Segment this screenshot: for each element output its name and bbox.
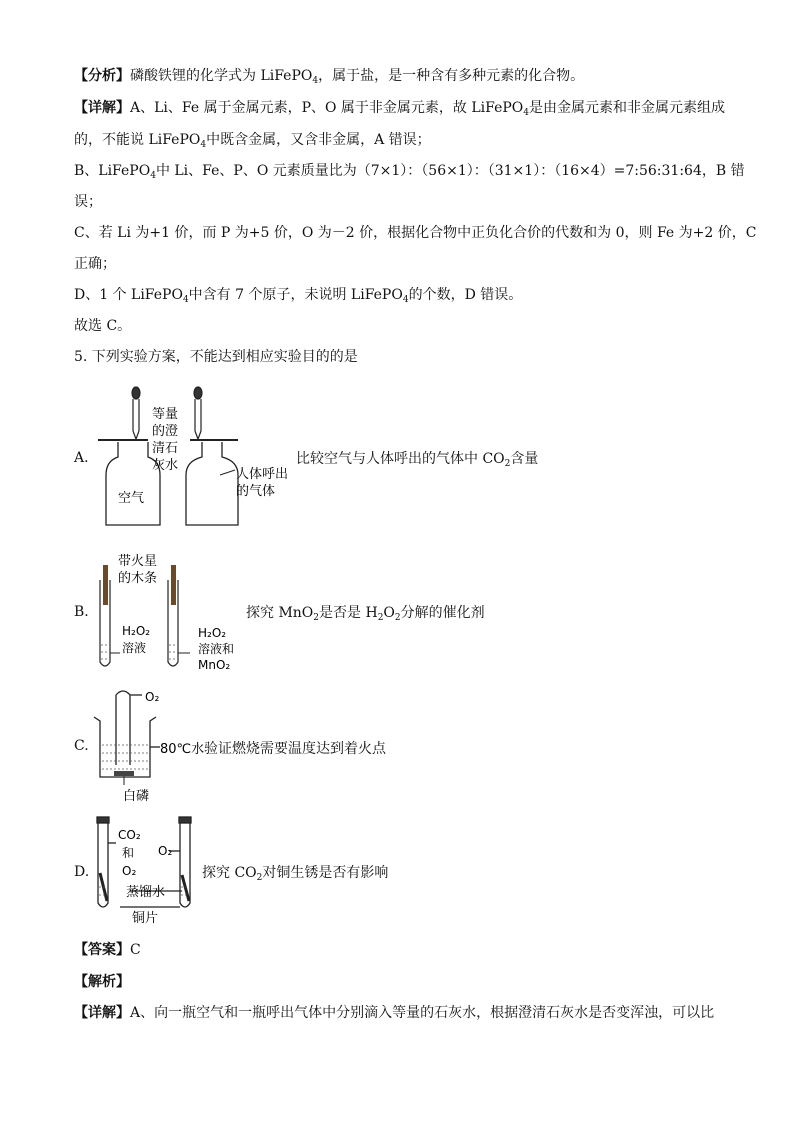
detail-line-3 (74, 161, 745, 186)
option-a-sub: 2 (504, 459, 511, 469)
beaker (94, 717, 156, 777)
detail-sub: 4 (402, 295, 409, 305)
option-d-diagram (90, 815, 220, 930)
option-b-sub1: 2 (313, 613, 320, 623)
label-b-l2: 溶液 (122, 641, 147, 655)
option-b-sub2: 2 (377, 613, 384, 623)
label-c-bottom: 白磷 (123, 789, 150, 804)
label-b-r3: MnO₂ (198, 658, 231, 672)
analysis-label: 【分析】 (74, 68, 130, 84)
label-b-r1: H₂O₂ (198, 626, 227, 640)
label-d-water: 蒸馏水 (126, 885, 166, 900)
option-a-letter: A. (74, 450, 89, 466)
analysis-line (74, 66, 584, 91)
label-b-top1: 带火星 (118, 554, 158, 569)
detail-line-7 (74, 285, 522, 310)
answer-value: C (130, 942, 141, 958)
detail-l4: 误； (74, 194, 102, 210)
detail-label: 【详解】 (74, 100, 130, 116)
label-a-right2: 的气体 (236, 484, 276, 499)
detail-l3a: B、LiFePO (74, 163, 151, 179)
explain-label: 【解析】 (74, 974, 130, 990)
label-c-water: 80℃水 (160, 742, 205, 757)
question-text: 5. 下列实验方案，不能达到相应实验目的的是 (74, 349, 358, 365)
label-d-l3: O₂ (122, 864, 137, 878)
explain-line (74, 972, 130, 992)
detail-line-1 (74, 98, 725, 123)
option-d-text-a: 探究 CO (202, 865, 257, 881)
inverted-tube (116, 691, 130, 765)
option-b-text-b: 是否是 H (319, 605, 378, 621)
white-phosphorus (114, 771, 134, 776)
option-c-diagram (90, 685, 210, 805)
bottle-right (186, 440, 238, 525)
dropper-left (132, 387, 140, 439)
detail-l6: 正确； (74, 256, 116, 272)
option-a-text (296, 448, 538, 469)
label-b-top2: 的木条 (118, 571, 158, 586)
detail2-line (74, 1003, 714, 1023)
detail-l1b: 是由金属元素和非金属元素组成 (529, 100, 726, 116)
option-b-sub3: 2 (394, 613, 401, 623)
label-a-top3: 清石 (152, 441, 179, 456)
label-a-left: 空气 (118, 491, 145, 506)
answer-line (74, 940, 141, 960)
label-d-l2: 和 (122, 846, 135, 860)
option-b-letter: B. (74, 604, 89, 620)
option-d-text (202, 862, 388, 883)
detail-line-8 (74, 316, 131, 336)
option-a-diagram (90, 385, 310, 530)
detail-l2a: 的，不能说 LiFePO (74, 132, 201, 148)
label-a-top2: 的澄 (152, 424, 179, 439)
label-c-gas: O₂ (145, 690, 160, 704)
detail-line-2 (74, 130, 431, 155)
option-d-letter: D. (74, 864, 90, 880)
detail-l8: 故选 C。 (74, 318, 132, 334)
option-b-text-c: O (383, 605, 395, 621)
dropper-right (194, 387, 202, 439)
label-d-l1: CO₂ (118, 828, 141, 842)
analysis-text-a: 磷酸铁锂的化学式为 LiFePO (130, 68, 313, 84)
detail-l7a: D、1 个 LiFePO (74, 287, 183, 303)
detail-line-5 (74, 223, 756, 243)
answer-label: 【答案】 (74, 942, 130, 958)
question-5 (74, 347, 358, 367)
label-b-r2: 溶液和 (198, 642, 235, 656)
analysis-text-b: ，属于盐，是一种含有多种元素的化合物。 (318, 68, 585, 84)
detail2-label: 【详解】 (74, 1005, 130, 1021)
option-a-text-b: 含量 (510, 451, 539, 467)
label-d-bottom: 铜片 (132, 911, 159, 926)
splint-left (103, 565, 108, 605)
option-c-text: 验证燃烧需要温度达到着火点 (204, 741, 386, 757)
detail-l7b: 中含有 7 个原子，未说明 LiFePO (188, 287, 403, 303)
bottle-left (98, 440, 160, 525)
label-a-top1: 等量 (152, 407, 179, 422)
detail-l2b: 中既含金属，又含非金属，A 错误； (206, 132, 431, 148)
detail-sub: 4 (523, 108, 530, 118)
detail-sub: 4 (150, 171, 156, 181)
label-d-r1: O₂ (158, 844, 173, 858)
detail-l5: C、若 Li 为+1 价，而 P 为+5 价，O 为－2 价，根据化合物中正负化合价的代数和为 0，则 Fe 为+2 价，C (74, 225, 757, 241)
analysis-sub: 4 (312, 76, 319, 86)
option-a-text-a: 比较空气与人体呼出的气体中 CO (296, 451, 505, 467)
option-b-diagram (90, 550, 250, 675)
option-b-text (246, 602, 485, 623)
stopper-right (179, 817, 191, 823)
detail-l1a: A、Li、Fe 属于金属元素，P、O 属于非金属元素，故 LiFePO (130, 100, 524, 116)
detail-line-6 (74, 254, 116, 274)
stopper-left (97, 817, 109, 823)
detail-line-4 (74, 192, 102, 212)
detail2-text: A、向一瓶空气和一瓶呼出气体中分别滴入等量的石灰水，根据澄清石灰水是否变浑浊，可以比 (130, 1005, 715, 1021)
detail-sub: 4 (200, 140, 207, 150)
option-d-text-b: 对铜生锈是否有影响 (262, 865, 389, 881)
label-a-right1: 人体呼出 (236, 467, 289, 482)
option-b-text-a: 探究 MnO (246, 605, 314, 621)
detail-l3b: 中 Li、Fe、P、O 元素质量比为（7×1）：（56×1）：（31×1）：（16×4）=7:56:31:64，B 错 (155, 163, 745, 179)
option-b-text-d: 分解的催化剂 (400, 605, 485, 621)
label-b-l1: H₂O₂ (122, 624, 151, 638)
option-c-letter: C. (74, 738, 89, 754)
label-a-top4: 灰水 (152, 458, 179, 473)
detail-l7c: 的个数，D 错误。 (408, 287, 523, 303)
detail-sub: 4 (182, 295, 189, 305)
option-d-sub: 2 (256, 873, 263, 883)
splint-right (171, 565, 176, 605)
